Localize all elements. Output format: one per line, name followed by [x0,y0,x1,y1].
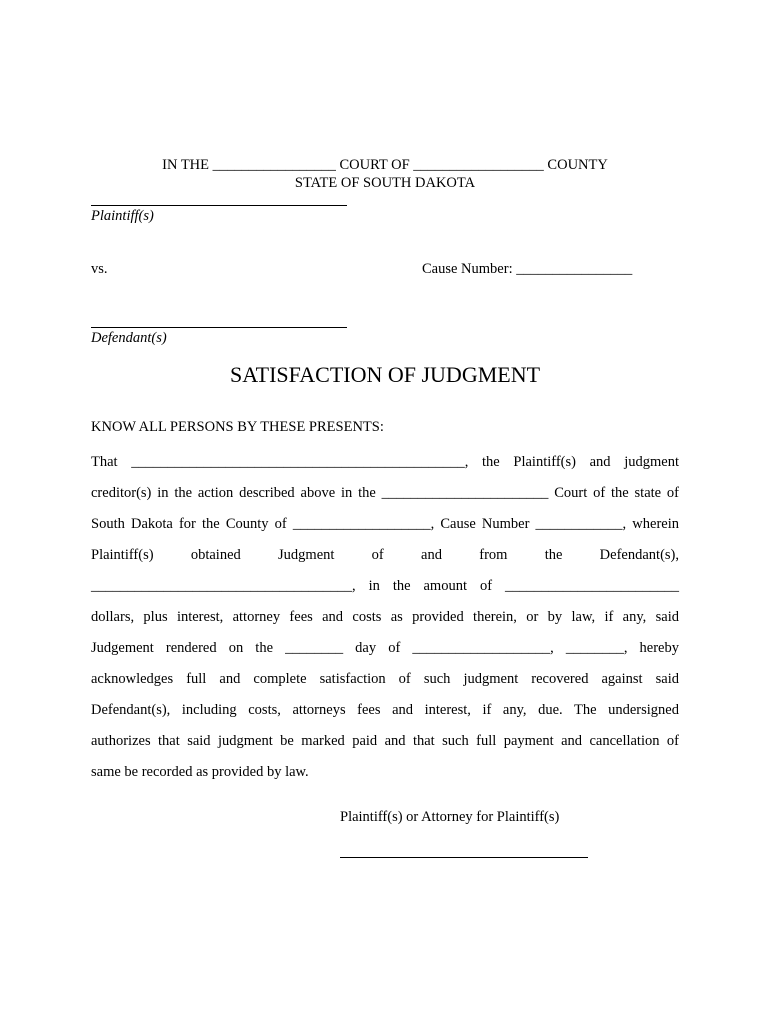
body-line: ____________________________________, in the amount of ________________________ [91,578,679,594]
body-line: Plaintiff(s) obtained Judgment of and from the Defendant(s), [91,547,679,563]
body-line: Judgement rendered on the ________ day of ___________________, ________, hereby [91,640,679,656]
body-line: creditor(s) in the action described above in the _______________________ Court of the state of [91,485,679,501]
body-line: same be recorded as provided by law. [91,764,309,780]
document-title: SATISFACTION OF JUDGMENT [229,362,541,387]
signature-line[interactable] [340,857,588,858]
plaintiff-label: Plaintiff(s) [91,208,154,224]
body-line: Defendant(s), including costs, attorneys fees and interest, if any, due. The undersigned [91,702,679,718]
signature-label: Plaintiff(s) or Attorney for Plaintiff(s) [340,809,560,825]
state-caption-line: STATE OF SOUTH DAKOTA [294,175,476,191]
body-line: South Dakota for the County of ___________________, Cause Number ____________, wherein [91,516,679,532]
defendant-name-line[interactable] [91,327,347,328]
body-line: acknowledges full and complete satisfaction of such judgment recovered against said [91,671,679,687]
defendant-label: Defendant(s) [91,330,167,346]
court-caption-line: IN THE _________________ COURT OF __________________ COUNTY [162,157,608,173]
body-paragraph [91,447,679,788]
body-line: authorizes that said judgment be marked paid and that such full payment and cancellation of [91,733,679,749]
intro-text: KNOW ALL PERSONS BY THESE PRESENTS: [91,419,384,435]
body-line: That ______________________________________________, the Plaintiff(s) and judgment [91,454,679,470]
body-line: dollars, plus interest, attorney fees and costs as provided therein, or by law, if any, said [91,609,679,625]
plaintiff-name-line[interactable] [91,205,347,206]
cause-number-field: Cause Number: ________________ [422,261,633,277]
versus-text: vs. [91,261,108,277]
